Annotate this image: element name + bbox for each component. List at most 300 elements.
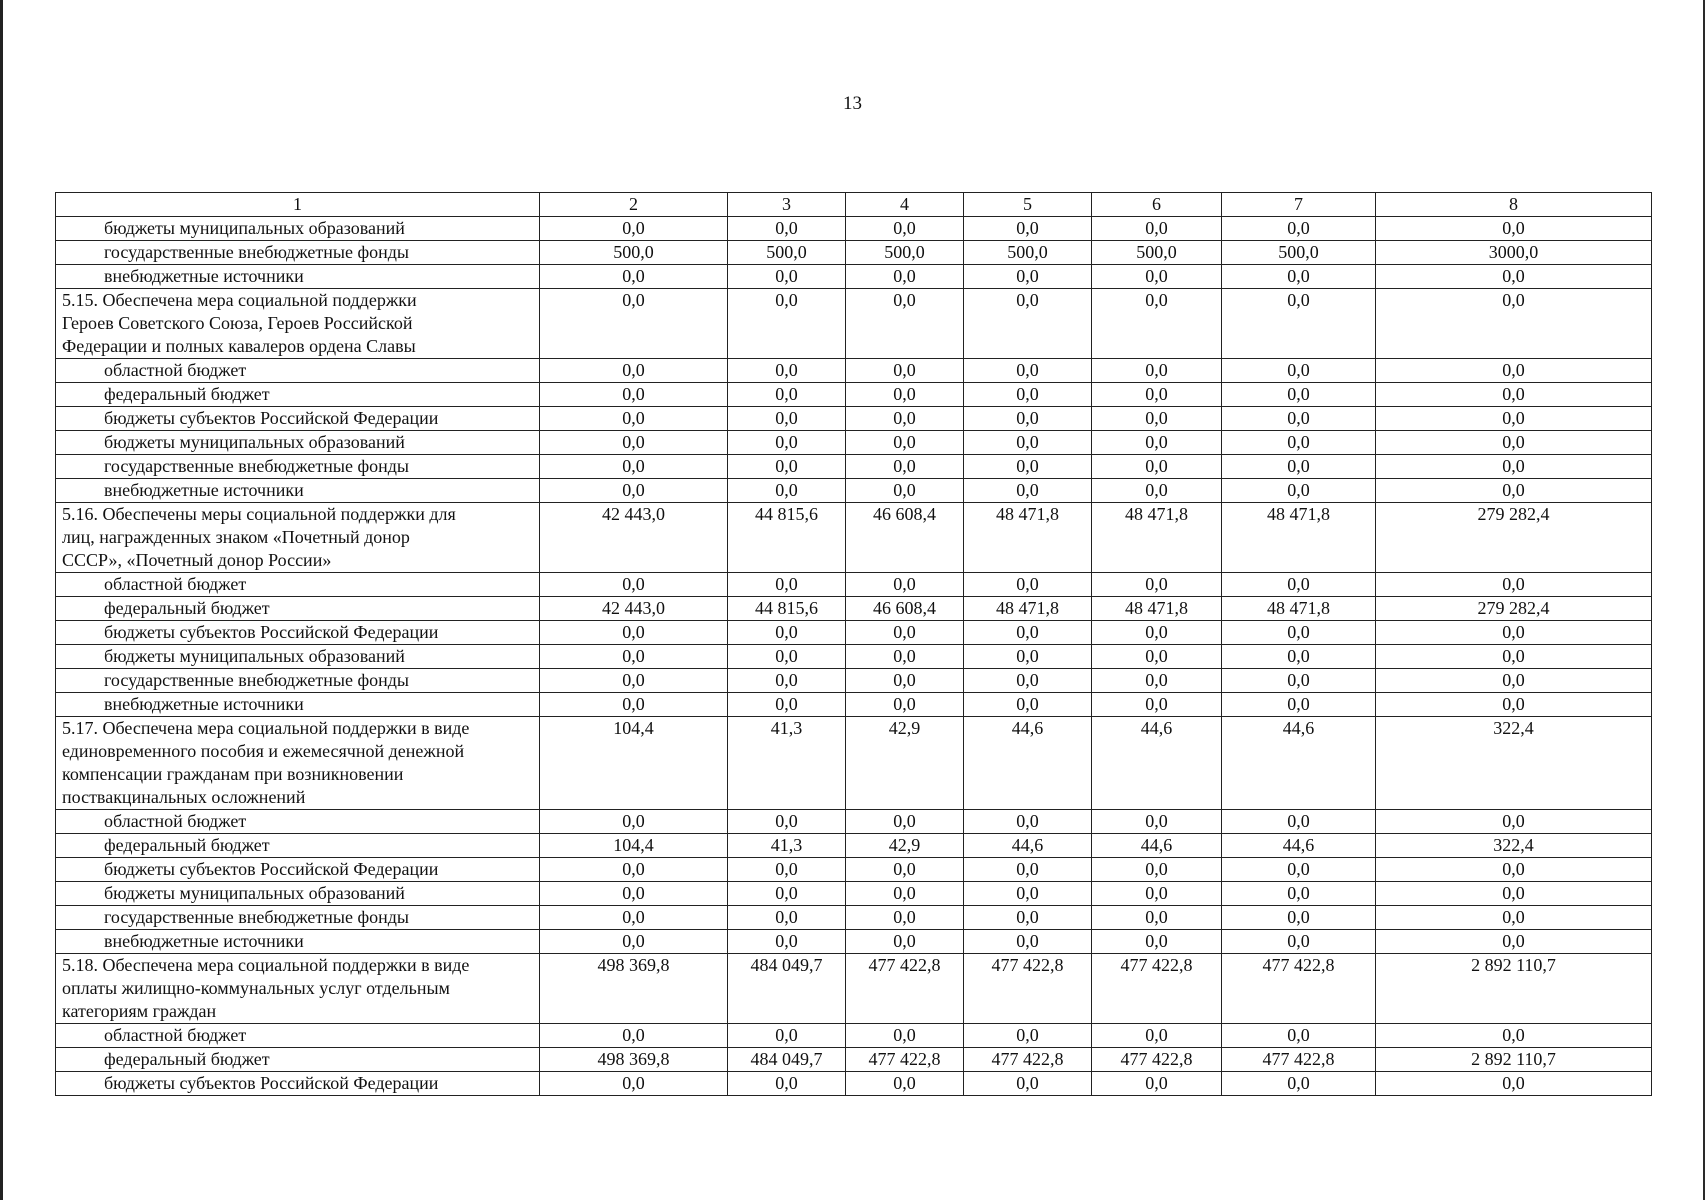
value-cell-col-6: 0,0 [1092,217,1222,241]
row-label-line: областной бюджет [104,360,247,380]
value-cell-col-3: 0,0 [728,479,846,503]
row-label-line: Героев Советского Союза, Героев Российской [62,313,413,333]
value-cell-col-4: 42,9 [846,834,964,858]
funding-source-cell [56,407,540,431]
row-label-line: категориям граждан [62,1001,217,1021]
source-row [56,407,1652,431]
value-cell-col-6: 0,0 [1092,573,1222,597]
column-number: 1 [56,193,540,217]
source-row [56,479,1652,503]
funding-source-cell [56,621,540,645]
value-cell-col-3: 41,3 [728,717,846,810]
section-title-cell [56,289,540,359]
value-cell-col-8: 0,0 [1376,217,1652,241]
value-cell-col-5: 0,0 [964,359,1092,383]
value-cell-col-4: 46 608,4 [846,503,964,573]
row-label-line: компенсации гражданам при возникновении [62,764,404,784]
value-cell-col-8: 0,0 [1376,693,1652,717]
value-cell-col-8: 2 892 110,7 [1376,954,1652,1024]
section-row [56,503,1652,573]
value-cell-col-7: 0,0 [1222,858,1376,882]
row-label-line: 5.15. Обеспечена мера социальной поддержки [62,290,417,310]
value-cell-col-3: 0,0 [728,383,846,407]
value-cell-col-4: 0,0 [846,693,964,717]
source-row [56,597,1652,621]
value-cell-col-6: 0,0 [1092,1072,1222,1096]
value-cell-col-4: 0,0 [846,407,964,431]
source-row [56,383,1652,407]
column-number: 5 [964,193,1092,217]
value-cell-col-8: 0,0 [1376,1024,1652,1048]
row-label-line: оплаты жилищно-коммунальных услуг отдельным [62,978,450,998]
value-cell-col-7: 48 471,8 [1222,503,1376,573]
source-row [56,858,1652,882]
value-cell-col-4: 0,0 [846,265,964,289]
value-cell-col-3: 484 049,7 [728,954,846,1024]
value-cell-col-8: 0,0 [1376,669,1652,693]
value-cell-col-2: 104,4 [540,834,728,858]
source-row [56,1048,1652,1072]
source-row [56,1072,1652,1096]
value-cell-col-3: 0,0 [728,265,846,289]
section-row [56,289,1652,359]
value-cell-col-2: 0,0 [540,858,728,882]
value-cell-col-4: 0,0 [846,645,964,669]
row-label-line: бюджеты субъектов Российской Федерации [104,1073,439,1093]
value-cell-col-7: 48 471,8 [1222,597,1376,621]
value-cell-col-3: 0,0 [728,1024,846,1048]
source-row [56,645,1652,669]
value-cell-col-5: 0,0 [964,217,1092,241]
column-number: 6 [1092,193,1222,217]
value-cell-col-3: 44 815,6 [728,597,846,621]
value-cell-col-7: 44,6 [1222,717,1376,810]
value-cell-col-8: 0,0 [1376,1072,1652,1096]
value-cell-col-5: 44,6 [964,834,1092,858]
funding-source-cell [56,1024,540,1048]
value-cell-col-8: 0,0 [1376,882,1652,906]
value-cell-col-5: 0,0 [964,645,1092,669]
value-cell-col-5: 0,0 [964,693,1092,717]
value-cell-col-8: 2 892 110,7 [1376,1048,1652,1072]
value-cell-col-4: 0,0 [846,573,964,597]
source-row [56,834,1652,858]
row-label-line: Федерации и полных кавалеров ордена Славы [62,336,416,356]
value-cell-col-4: 477 422,8 [846,1048,964,1072]
column-number: 7 [1222,193,1376,217]
value-cell-col-4: 0,0 [846,289,964,359]
value-cell-col-4: 0,0 [846,455,964,479]
value-cell-col-7: 0,0 [1222,930,1376,954]
value-cell-col-8: 0,0 [1376,906,1652,930]
value-cell-col-3: 0,0 [728,431,846,455]
funding-source-cell [56,930,540,954]
value-cell-col-2: 498 369,8 [540,954,728,1024]
column-number: 2 [540,193,728,217]
value-cell-col-2: 0,0 [540,930,728,954]
source-row [56,1024,1652,1048]
source-row [56,669,1652,693]
value-cell-col-8: 0,0 [1376,407,1652,431]
value-cell-col-8: 0,0 [1376,479,1652,503]
value-cell-col-2: 0,0 [540,265,728,289]
value-cell-col-4: 42,9 [846,717,964,810]
value-cell-col-2: 0,0 [540,882,728,906]
value-cell-col-3: 0,0 [728,573,846,597]
value-cell-col-7: 0,0 [1222,1024,1376,1048]
value-cell-col-8: 0,0 [1376,359,1652,383]
value-cell-col-3: 0,0 [728,693,846,717]
value-cell-col-3: 0,0 [728,217,846,241]
row-label-line: областной бюджет [104,574,247,594]
value-cell-col-2: 42 443,0 [540,597,728,621]
value-cell-col-2: 0,0 [540,479,728,503]
column-number-row [56,193,1652,217]
value-cell-col-2: 0,0 [540,359,728,383]
row-label-line: 5.18. Обеспечена мера социальной поддержки в виде [62,955,470,975]
value-cell-col-7: 0,0 [1222,693,1376,717]
value-cell-col-2: 500,0 [540,241,728,265]
funding-source-cell [56,431,540,455]
source-row [56,882,1652,906]
value-cell-col-2: 104,4 [540,717,728,810]
value-cell-col-5: 0,0 [964,289,1092,359]
value-cell-col-8: 0,0 [1376,289,1652,359]
value-cell-col-4: 0,0 [846,930,964,954]
value-cell-col-6: 0,0 [1092,359,1222,383]
source-row [56,621,1652,645]
value-cell-col-2: 0,0 [540,289,728,359]
table-body [56,193,1652,1096]
value-cell-col-6: 477 422,8 [1092,954,1222,1024]
section-row [56,717,1652,810]
value-cell-col-7: 0,0 [1222,882,1376,906]
value-cell-col-2: 0,0 [540,383,728,407]
value-cell-col-8: 0,0 [1376,383,1652,407]
value-cell-col-7: 0,0 [1222,383,1376,407]
value-cell-col-6: 0,0 [1092,455,1222,479]
value-cell-col-8: 322,4 [1376,717,1652,810]
row-label-line: бюджеты субъектов Российской Федерации [104,622,439,642]
source-row [56,217,1652,241]
value-cell-col-2: 0,0 [540,645,728,669]
value-cell-col-6: 0,0 [1092,1024,1222,1048]
value-cell-col-6: 0,0 [1092,858,1222,882]
value-cell-col-5: 0,0 [964,669,1092,693]
value-cell-col-6: 0,0 [1092,810,1222,834]
row-label-line: областной бюджет [104,811,247,831]
row-label-line: федеральный бюджет [104,384,270,404]
value-cell-col-4: 0,0 [846,858,964,882]
funding-source-cell [56,882,540,906]
value-cell-col-7: 0,0 [1222,289,1376,359]
value-cell-col-3: 44 815,6 [728,503,846,573]
value-cell-col-4: 0,0 [846,479,964,503]
value-cell-col-5: 477 422,8 [964,954,1092,1024]
value-cell-col-7: 0,0 [1222,217,1376,241]
funding-source-cell [56,906,540,930]
value-cell-col-6: 0,0 [1092,906,1222,930]
value-cell-col-7: 500,0 [1222,241,1376,265]
value-cell-col-7: 0,0 [1222,455,1376,479]
value-cell-col-4: 477 422,8 [846,954,964,1024]
value-cell-col-5: 477 422,8 [964,1048,1092,1072]
value-cell-col-7: 0,0 [1222,669,1376,693]
row-label-line: единовременного пособия и ежемесячной денежной [62,741,465,761]
value-cell-col-5: 0,0 [964,1072,1092,1096]
value-cell-col-3: 0,0 [728,407,846,431]
row-label-line: внебюджетные источники [104,266,304,286]
value-cell-col-4: 0,0 [846,1024,964,1048]
row-label-line: бюджеты муниципальных образований [104,646,405,666]
value-cell-col-2: 0,0 [540,1072,728,1096]
funding-source-cell [56,810,540,834]
value-cell-col-6: 0,0 [1092,265,1222,289]
scan-edge-left [0,0,3,1200]
value-cell-col-6: 500,0 [1092,241,1222,265]
row-label-line: государственные внебюджетные фонды [104,242,410,262]
value-cell-col-6: 0,0 [1092,882,1222,906]
value-cell-col-5: 44,6 [964,717,1092,810]
funding-source-cell [56,479,540,503]
section-title-cell [56,717,540,810]
funding-source-cell [56,265,540,289]
value-cell-col-4: 0,0 [846,217,964,241]
value-cell-col-8: 0,0 [1376,930,1652,954]
funding-source-cell [56,383,540,407]
value-cell-col-4: 0,0 [846,1072,964,1096]
value-cell-col-2: 42 443,0 [540,503,728,573]
value-cell-col-6: 0,0 [1092,407,1222,431]
value-cell-col-7: 477 422,8 [1222,1048,1376,1072]
value-cell-col-6: 0,0 [1092,693,1222,717]
section-title-cell [56,954,540,1024]
value-cell-col-7: 477 422,8 [1222,954,1376,1024]
value-cell-col-5: 0,0 [964,930,1092,954]
value-cell-col-6: 44,6 [1092,834,1222,858]
value-cell-col-4: 0,0 [846,882,964,906]
funding-source-cell [56,241,540,265]
value-cell-col-5: 500,0 [964,241,1092,265]
value-cell-col-2: 0,0 [540,217,728,241]
value-cell-col-5: 0,0 [964,455,1092,479]
row-label-line: бюджеты субъектов Российской Федерации [104,859,439,879]
value-cell-col-7: 0,0 [1222,906,1376,930]
value-cell-col-6: 0,0 [1092,669,1222,693]
funding-source-cell [56,834,540,858]
value-cell-col-7: 0,0 [1222,1072,1376,1096]
value-cell-col-2: 0,0 [540,407,728,431]
column-number: 3 [728,193,846,217]
source-row [56,265,1652,289]
value-cell-col-8: 0,0 [1376,265,1652,289]
row-label-line: государственные внебюджетные фонды [104,670,410,690]
row-label-line: СССР», «Почетный донор России» [62,550,332,570]
value-cell-col-6: 0,0 [1092,479,1222,503]
value-cell-col-7: 0,0 [1222,265,1376,289]
value-cell-col-8: 0,0 [1376,621,1652,645]
funding-source-cell [56,858,540,882]
value-cell-col-3: 0,0 [728,359,846,383]
value-cell-col-3: 0,0 [728,1072,846,1096]
value-cell-col-8: 279 282,4 [1376,597,1652,621]
source-row [56,693,1652,717]
source-row [56,431,1652,455]
value-cell-col-7: 0,0 [1222,645,1376,669]
value-cell-col-3: 41,3 [728,834,846,858]
value-cell-col-5: 48 471,8 [964,597,1092,621]
row-label-line: бюджеты муниципальных образований [104,432,405,452]
value-cell-col-8: 0,0 [1376,431,1652,455]
value-cell-col-8: 0,0 [1376,455,1652,479]
funding-source-cell [56,573,540,597]
funding-source-cell [56,1048,540,1072]
value-cell-col-3: 0,0 [728,645,846,669]
row-label-line: 5.17. Обеспечена мера социальной поддержки в виде [62,718,470,738]
value-cell-col-6: 477 422,8 [1092,1048,1222,1072]
row-label-line: федеральный бюджет [104,598,270,618]
source-row [56,810,1652,834]
value-cell-col-2: 0,0 [540,621,728,645]
value-cell-col-8: 0,0 [1376,858,1652,882]
page-number: 13 [843,93,862,114]
row-label-line: федеральный бюджет [104,1049,270,1069]
value-cell-col-6: 0,0 [1092,431,1222,455]
value-cell-col-3: 0,0 [728,930,846,954]
row-label-line: 5.16. Обеспечены меры социальной поддержки для [62,504,456,524]
column-number: 4 [846,193,964,217]
value-cell-col-6: 48 471,8 [1092,597,1222,621]
budget-table [55,192,1652,1096]
funding-source-cell [56,455,540,479]
value-cell-col-3: 484 049,7 [728,1048,846,1072]
value-cell-col-7: 0,0 [1222,407,1376,431]
value-cell-col-6: 0,0 [1092,289,1222,359]
funding-source-cell [56,693,540,717]
value-cell-col-5: 48 471,8 [964,503,1092,573]
value-cell-col-5: 0,0 [964,621,1092,645]
value-cell-col-7: 0,0 [1222,359,1376,383]
value-cell-col-6: 44,6 [1092,717,1222,810]
funding-source-cell [56,359,540,383]
value-cell-col-8: 3000,0 [1376,241,1652,265]
value-cell-col-7: 0,0 [1222,573,1376,597]
value-cell-col-2: 0,0 [540,455,728,479]
value-cell-col-2: 0,0 [540,1024,728,1048]
value-cell-col-3: 0,0 [728,882,846,906]
value-cell-col-3: 0,0 [728,810,846,834]
value-cell-col-6: 0,0 [1092,645,1222,669]
value-cell-col-4: 0,0 [846,810,964,834]
value-cell-col-4: 46 608,4 [846,597,964,621]
value-cell-col-5: 0,0 [964,906,1092,930]
value-cell-col-4: 0,0 [846,669,964,693]
row-label-line: внебюджетные источники [104,694,304,714]
row-label-line: государственные внебюджетные фонды [104,456,410,476]
row-label-line: поствакцинальных осложнений [62,787,306,807]
value-cell-col-4: 0,0 [846,431,964,455]
value-cell-col-3: 0,0 [728,906,846,930]
value-cell-col-6: 0,0 [1092,621,1222,645]
value-cell-col-3: 0,0 [728,289,846,359]
funding-source-cell [56,217,540,241]
row-label-line: государственные внебюджетные фонды [104,907,410,927]
value-cell-col-2: 0,0 [540,669,728,693]
value-cell-col-4: 0,0 [846,621,964,645]
value-cell-col-5: 0,0 [964,479,1092,503]
row-label-line: областной бюджет [104,1025,247,1045]
row-label-line: внебюджетные источники [104,931,304,951]
value-cell-col-3: 0,0 [728,621,846,645]
value-cell-col-2: 0,0 [540,810,728,834]
value-cell-col-5: 0,0 [964,383,1092,407]
value-cell-col-8: 0,0 [1376,573,1652,597]
value-cell-col-5: 0,0 [964,1024,1092,1048]
value-cell-col-2: 0,0 [540,906,728,930]
value-cell-col-3: 0,0 [728,455,846,479]
value-cell-col-5: 0,0 [964,407,1092,431]
value-cell-col-5: 0,0 [964,265,1092,289]
row-label-line: бюджеты субъектов Российской Федерации [104,408,439,428]
value-cell-col-4: 500,0 [846,241,964,265]
value-cell-col-8: 322,4 [1376,834,1652,858]
section-row [56,954,1652,1024]
value-cell-col-3: 500,0 [728,241,846,265]
value-cell-col-3: 0,0 [728,858,846,882]
value-cell-col-8: 0,0 [1376,810,1652,834]
value-cell-col-5: 0,0 [964,431,1092,455]
value-cell-col-8: 279 282,4 [1376,503,1652,573]
funding-source-cell [56,669,540,693]
source-row [56,906,1652,930]
source-row [56,241,1652,265]
value-cell-col-6: 0,0 [1092,930,1222,954]
value-cell-col-2: 0,0 [540,431,728,455]
row-label-line: федеральный бюджет [104,835,270,855]
value-cell-col-6: 48 471,8 [1092,503,1222,573]
funding-source-cell [56,1072,540,1096]
source-row [56,930,1652,954]
section-title-cell [56,503,540,573]
value-cell-col-7: 0,0 [1222,431,1376,455]
value-cell-col-3: 0,0 [728,669,846,693]
value-cell-col-8: 0,0 [1376,645,1652,669]
row-label-line: внебюджетные источники [104,480,304,500]
source-row [56,455,1652,479]
value-cell-col-2: 498 369,8 [540,1048,728,1072]
source-row [56,573,1652,597]
value-cell-col-5: 0,0 [964,858,1092,882]
value-cell-col-4: 0,0 [846,359,964,383]
funding-source-cell [56,645,540,669]
value-cell-col-4: 0,0 [846,383,964,407]
column-number: 8 [1376,193,1652,217]
value-cell-col-6: 0,0 [1092,383,1222,407]
value-cell-col-5: 0,0 [964,810,1092,834]
row-label-line: лиц, награжденных знаком «Почетный донор [62,527,410,547]
row-label-line: бюджеты муниципальных образований [104,883,405,903]
value-cell-col-7: 44,6 [1222,834,1376,858]
value-cell-col-2: 0,0 [540,693,728,717]
value-cell-col-7: 0,0 [1222,621,1376,645]
value-cell-col-4: 0,0 [846,906,964,930]
value-cell-col-5: 0,0 [964,882,1092,906]
value-cell-col-5: 0,0 [964,573,1092,597]
value-cell-col-7: 0,0 [1222,810,1376,834]
row-label-line: бюджеты муниципальных образований [104,218,405,238]
value-cell-col-7: 0,0 [1222,479,1376,503]
source-row [56,359,1652,383]
